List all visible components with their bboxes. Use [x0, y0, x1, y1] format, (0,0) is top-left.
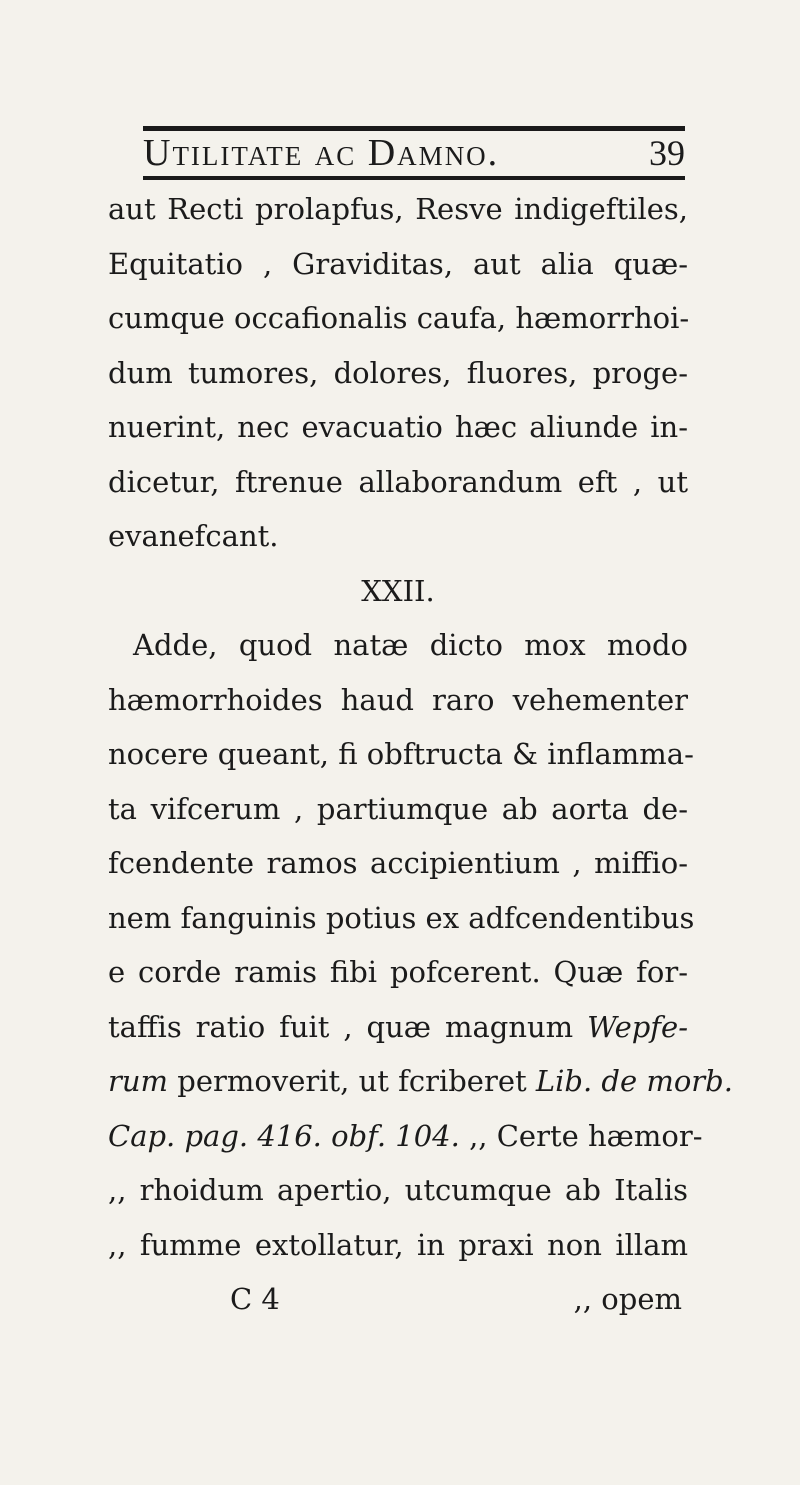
citation-line: [108, 1109, 703, 1164]
section-line: ta vifcerum , partiumque ab aorta de-: [108, 791, 688, 826]
catchword: ,, opem: [573, 1282, 682, 1316]
body-line: cumque occafionalis caufa, hæmorrhoi-: [108, 301, 690, 335]
body-line: aut Recti prolapfus, Resve indigeftiles,: [108, 192, 688, 226]
section-line: Adde, quod natæ dicto mox modo: [133, 628, 688, 662]
page-footer: [108, 1272, 688, 1327]
quote-line: ,, fumme extollatur, in praxi non illam: [108, 1227, 688, 1262]
section-line: nocere queant, fi obftructa & inflamma-: [108, 737, 694, 771]
section-line: e corde ramis fibi pofcerent. Quæ for-: [108, 955, 688, 989]
page-number: 39: [649, 133, 685, 173]
running-header: [143, 128, 685, 176]
section-line: hæmorrhoides haud raro vehementer: [108, 682, 688, 717]
page-reference: Cap. pag. 416. obf. 104.: [108, 1118, 460, 1153]
citation-text: taffis ratio fuit , quæ magnum: [108, 1009, 588, 1044]
author-name-continued: rum: [108, 1064, 169, 1098]
main-text: [108, 182, 733, 1327]
book-reference: Lib. de morb.: [535, 1064, 733, 1098]
citation-line: [108, 1054, 733, 1109]
body-line: Equitatio , Graviditas, aut alia quæ-: [108, 246, 688, 281]
quote-line: ,, rhoidum apertio, utcumque ab Italis: [108, 1173, 688, 1207]
body-line: nuerint, nec evacuatio hæc aliunde in-: [108, 410, 688, 444]
running-title: Utilitate ac Damno.: [143, 132, 500, 174]
body-line: dum tumores, dolores, fluores, proge-: [108, 355, 688, 390]
citation-line: [108, 1000, 688, 1055]
section-line: fcendente ramos accipientium , miffio-: [108, 846, 688, 880]
citation-text: permoverit, ut fcriberet: [168, 1064, 536, 1098]
body-line: dicetur, ftrenue allaborandum eft , ut: [108, 464, 688, 499]
section-number: XXII.: [361, 573, 435, 608]
header-rule-bottom: [143, 176, 685, 180]
signature-mark: C 4: [230, 1282, 280, 1316]
body-line: evanefcant.: [108, 519, 279, 553]
quote-start: ,, Certe hæmor-: [459, 1118, 703, 1153]
section-line: nem fanguinis potius ex adfcendentibus: [108, 900, 695, 935]
author-name: Wepfe-: [587, 1009, 688, 1044]
